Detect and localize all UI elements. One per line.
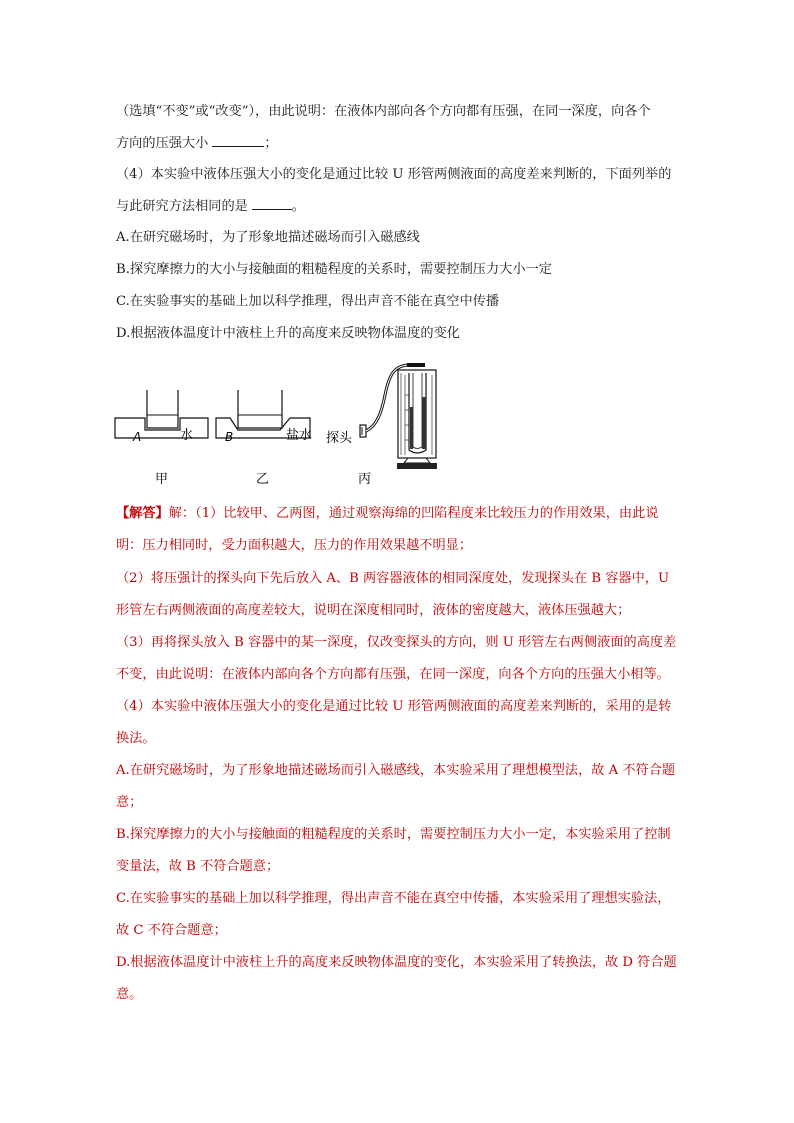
answer-line-14: 故 C 不符合题意；: [116, 923, 227, 938]
text: 方向的压强大小: [116, 136, 209, 151]
answer-line-5: （3）再将探头放入 B 容器中的某一深度，仅改变探头的方向，则 U 形管左右两侧液面的高度差: [116, 635, 677, 650]
text: （4）本实验中液体压强大小的变化是通过比较 U 形管两侧液面的高度差来判断的，下面列举的: [116, 167, 672, 182]
option-d: D.根据液体温度计中液柱上升的高度来反映物体温度的变化: [116, 326, 460, 341]
answer-line-16: 意。: [116, 987, 143, 1002]
label-a: A: [133, 430, 142, 444]
label-water: 水: [180, 428, 194, 443]
container-jia-diagram: [115, 390, 208, 438]
answer-line-7: （4）本实验中液体压强大小的变化是通过比较 U 形管两侧液面的高度差来判断的，采用的是转: [116, 699, 672, 714]
caption-yi: 乙: [256, 472, 270, 487]
answer-line-3: （2）将压强计的探头向下先后放入 A、B 两容器液体的相同深度处，发现探头在 B 容器中，U: [116, 571, 670, 586]
question-3-blank-line: [116, 134, 716, 153]
answer-line-9: A.在研究磁场时，为了形象地描述磁场而引入磁感线，本实验采用了理想模型法，故 A 不符合题: [116, 763, 676, 778]
answer-line-6: 不变，由此说明：在液体内部向各个方向都有压强，在同一深度，向各个方向的压强大小相等。: [116, 667, 670, 682]
caption-jia: 甲: [155, 472, 169, 487]
question-3-continuation: [116, 103, 716, 121]
text: 。: [291, 199, 306, 214]
pressure-gauge-diagram: [360, 363, 437, 469]
text: （选填“不变”或“改变”），由此说明：在液体内部向各个方向都有压强，在同一深度，向各个: [116, 104, 651, 119]
option-b: B.探究摩擦力的大小与接触面的粗糙程度的关系时，需要控制压力大小一定: [116, 262, 552, 277]
answer-line-11: B.探究摩擦力的大小与接触面的粗糙程度的关系时，需要控制压力大小一定，本实验采用了控制: [116, 827, 671, 842]
answer-line-12: 变量法，故 B 不符合题意；: [116, 859, 280, 874]
answer-line-13: C.在实验事实的基础上加以科学推理，得出声音不能在真空中传播，本实验采用了理想实验法，: [116, 891, 671, 906]
question-4-line-1: [116, 166, 716, 184]
answer-line-2: 明：压力相同时，受力面积越大，压力的作用效果越不明显；: [116, 538, 473, 553]
experiment-figure: [110, 355, 450, 490]
label-probe: 探头: [326, 431, 353, 446]
answer-line-8: 换法。: [116, 731, 156, 746]
answer-line-4: 形管左右两侧液面的高度差较大，说明在深度相同时，液体的密度越大，液体压强越大；: [116, 603, 631, 618]
caption-bing: 丙: [358, 472, 372, 487]
answer-line-10: 意；: [116, 795, 143, 810]
answer-line-15: D.根据液体温度计中液柱上升的高度来反映物体温度的变化，本实验采用了转换法，故 D 符合题: [116, 955, 677, 970]
text: 解：（1）比较甲、乙两图，通过观察海绵的凹陷程度来比较压力的作用效果，由此说: [168, 506, 659, 521]
answer-tag: 【解答】: [116, 506, 169, 521]
text: 与此研究方法相同的是: [116, 199, 248, 214]
answer-blank: [252, 197, 292, 210]
label-salt-water: 盐水: [286, 428, 313, 443]
option-a: A.在研究磁场时，为了形象地描述磁场而引入磁感线: [116, 230, 420, 245]
text: ；: [264, 136, 278, 151]
answer-line-1: [116, 505, 716, 523]
option-c: C.在实验事实的基础上加以科学推理，得出声音不能在真空中传播: [116, 294, 500, 309]
question-4-line-2: [116, 197, 716, 216]
label-b: B: [225, 430, 234, 444]
answer-blank: [212, 134, 264, 147]
